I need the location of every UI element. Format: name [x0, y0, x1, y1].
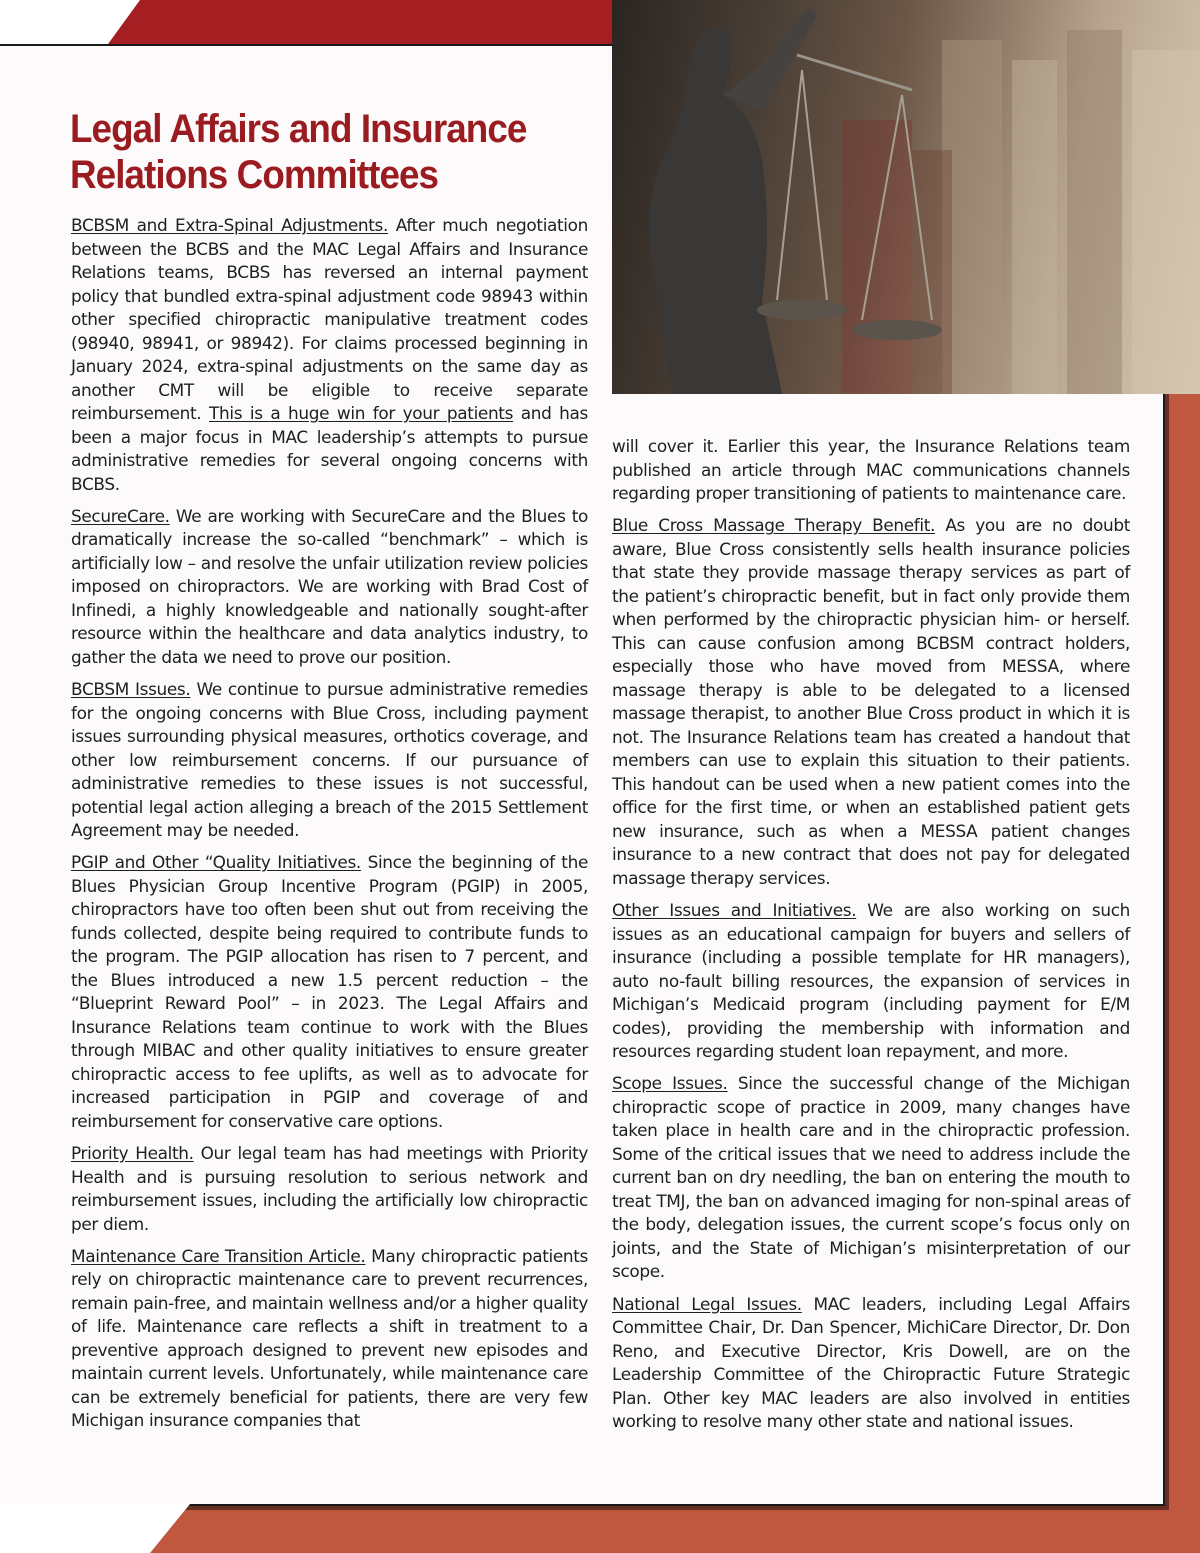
- section-national-legal: [612, 1293, 1130, 1434]
- section-text: We continue to pursue administrative remedies for the ongoing concerns with Blue Cross, including payment issues surrounding physical measures, orthotics coverage, and other low reimbursement concerns. If our pursuance of administrative remedies to these issues is not successful, potential legal action alleging a breach of the 2015 Settlement Agreement may be needed.: [71, 679, 588, 841]
- section-text: Since the beginning of the Blues Physician Group Incentive Program (PGIP) in 2005, chiropractors have too often been shut out from receiving the funds collected, despite being required to contribute funds to the program. The PGIP allocation has risen to 7 percent, and the Blues introduced a new 1.5 percent reduction – the “Blueprint Reward Pool” – in 2023. The Legal Affairs and Insurance Relations team continue to work with the Blues through MIBAC and other quality initiatives to ensure greater chiropractic access to fee uplifts, as well as to advocate for increased participation in PGIP and coverage of and reimbursement for conservative care options.: [71, 852, 588, 1131]
- section-text: MAC leaders, including Legal Affairs Committee Chair, Dr. Dan Spencer, MichiCare Director, Dr. Don Reno, and Executive Director, Kris Dowell, are on the Leadership Committee of the Chiropractic Future Strategic Plan. Other key MAC leaders are also involved in entities working to resolve many other state and national issues.: [612, 1293, 1130, 1432]
- section-text: will cover it. Earlier this year, the Insurance Relations team published an article through MAC communications channels regarding proper transitioning of patients to maintenance care.: [612, 436, 1130, 503]
- section-heading: Other Issues and Initiatives.: [612, 900, 857, 921]
- section-text: Since the successful change of the Michigan chiropractic scope of practice in 2009, many changes have taken place in health care and in the chiropractic profession. Some of the critical issues that we need to address include the current ban on dry needling, the ban on entering the mouth to treat TMJ, the ban on advanced imaging for non-spinal areas of the body, delegation issues, the current scope’s focus only on joints, and the State of Michigan’s misinterpretation of our scope.: [612, 1073, 1130, 1282]
- section-text: and has been a major focus in MAC leadership’s attempts to pursue administrative remedies for several ongoing concerns with BCBS.: [71, 403, 588, 494]
- top-red-stripe: [107, 0, 660, 45]
- section-heading: Maintenance Care Transition Article.: [71, 1245, 366, 1266]
- section-heading: National Legal Issues.: [612, 1293, 802, 1314]
- section-emphasis: This is a huge win for your patients: [209, 403, 514, 423]
- section-bcbsm-extra-spinal: [71, 214, 588, 496]
- section-heading: Scope Issues.: [612, 1073, 728, 1094]
- section-heading: BCBSM Issues.: [71, 679, 191, 700]
- section-heading: SecureCare.: [71, 505, 170, 526]
- section-bcbsm-issues: [71, 678, 588, 843]
- section-text: We are working with SecureCare and the Blues to dramatically increase the so-called “benchmark” – which is artificially low – and resolve the unfair utilization review policies imposed on chiropractors. We are working with Brad Cost of Infinedi, a highly knowledgeable and nationally sought-after resource within the healthcare and data analytics industry, to gather the data we need to prove our position.: [71, 505, 588, 667]
- top-white-band: [0, 0, 620, 45]
- section-text: After much negotiation between the BCBS and the MAC Legal Affairs and Insurance Relations teams, BCBS has reversed an internal payment policy that bundled extra-spinal adjustment code 98943 within other specified chiropractic manipulative treatment codes (98940, 98941, or 98942). For claims processed beginning in January 2024, extra-spinal adjustments on the same day as another CMT will be eligible to receive separate reimbursement.: [71, 215, 588, 423]
- section-heading: Blue Cross Massage Therapy Benefit.: [612, 515, 936, 536]
- section-heading: PGIP and Other “Quality Initiatives.: [71, 852, 361, 873]
- section-text: As you are no doubt aware, Blue Cross consistently sells health insurance policies that state they provide massage therapy services as part of the patient’s chiropractic benefit, but in fact only provide them when performed by the chiropractic physician him- or herself. This can cause confusion among BCBSM contract holders, especially those who have moved from MESSA, where massage therapy is able to be delegated to a licensed massage therapist, to another Blue Cross product in which it is not. The Insurance Relations team has created a handout that members can use to explain this situation to their patients. This handout can be used when a new patient comes into the office for the first time, or when an established patient gets new insurance, such as when a MESSA patient changes insurance to a new contract that does not pay for delegated massage therapy services.: [612, 515, 1130, 888]
- section-massage-therapy: [612, 514, 1130, 890]
- section-priority-health: [71, 1142, 588, 1236]
- lady-justice-photo: [612, 0, 1200, 394]
- left-column: [71, 214, 588, 1442]
- section-text: Our legal team has had meetings with Priority Health and is pursuing resolution to serious network and reimbursement issues, including the artificially low chiropractic per diem.: [71, 1143, 588, 1234]
- section-heading: Priority Health.: [71, 1143, 194, 1164]
- section-scope-issues: [612, 1072, 1130, 1284]
- section-other-issues: [612, 899, 1130, 1064]
- page-title: Legal Affairs and Insurance Relations Committees: [70, 107, 527, 197]
- section-pgip: [71, 851, 588, 1133]
- section-securecare: [71, 505, 588, 670]
- bottom-white-corner: [0, 1504, 1200, 1553]
- scales-of-justice-icon: [612, 0, 1200, 394]
- section-maintenance-care-continued: [612, 435, 1130, 506]
- right-column: [612, 435, 1130, 1442]
- section-heading: BCBSM and Extra-Spinal Adjustments.: [71, 215, 389, 235]
- section-maintenance-care: [71, 1245, 588, 1433]
- section-text: Many chiropractic patients rely on chiropractic maintenance care to prevent recurrences, remain pain-free, and maintain wellness and/or a higher quality of life. Maintenance care reflects a shift in treatment to a preventive approach designed to prevent new episodes and maintain current levels. Unfortunately, while maintenance care can be extremely beneficial for patients, there are very few Michigan insurance companies that: [71, 1245, 588, 1431]
- section-text: We are also working on such issues as an educational campaign for buyers and sellers of insurance (including a possible template for HR managers), auto no-fault billing resources, the expansion of services in Michigan’s Medicaid program (including payment for E/M codes), providing the membership with information and resources regarding student loan repayment, and more.: [612, 900, 1130, 1062]
